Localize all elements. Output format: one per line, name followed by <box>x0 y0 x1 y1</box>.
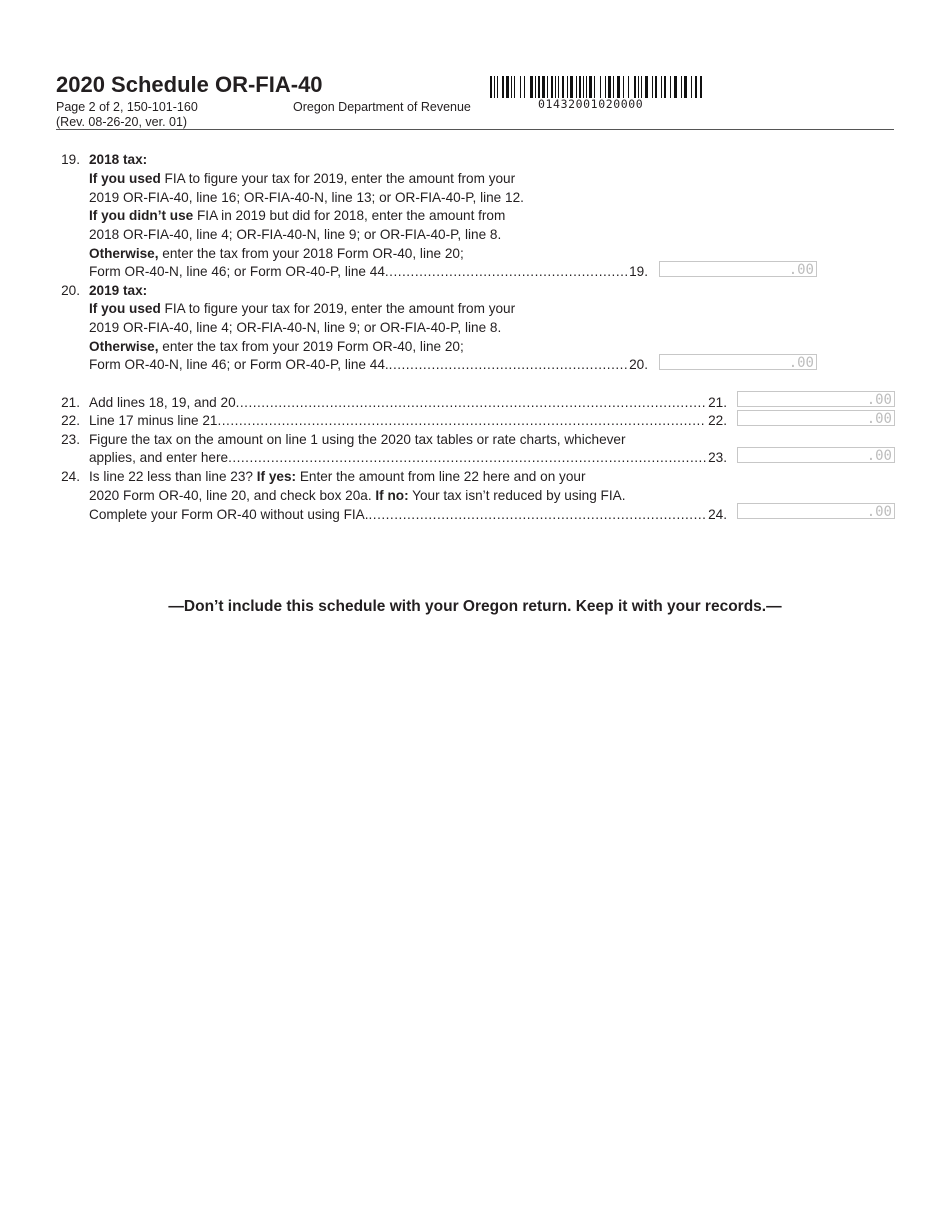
line-21-amount-field[interactable]: .00 <box>737 391 895 407</box>
revision-info: (Rev. 08-26-20, ver. 01) <box>56 115 188 129</box>
line-20-instruction-a: If you used FIA to figure your tax for 2019, enter the amount from your <box>89 301 516 316</box>
line-20-number: 20. <box>61 283 80 298</box>
line-22-number: 22. <box>61 413 80 428</box>
line-20-instruction-a2: 2019 OR-FIA-40, line 4; OR-FIA-40-N, line 9; or OR-FIA-40-P, line 8. <box>89 320 502 335</box>
header-divider <box>56 129 894 130</box>
line-19-instruction-a: If you used FIA to figure your tax for 2019, enter the amount from your <box>89 171 516 186</box>
line-19-heading: 2018 tax: <box>89 152 148 167</box>
line-22-text: Line 17 minus line 21 ..... 22. <box>89 413 727 429</box>
barcode-image <box>490 76 702 98</box>
line-23-amount-field[interactable]: .00 <box>737 447 895 463</box>
records-notice: —Don’t include this schedule with your Oregon return. Keep it with your records.— <box>168 598 782 615</box>
line-19-instruction-b2: 2018 OR-FIA-40, line 4; OR-FIA-40-N, line 9; or OR-FIA-40-P, line 8. <box>89 227 502 242</box>
line-19-number: 19. <box>61 152 80 167</box>
line-23-number: 23. <box>61 432 80 447</box>
barcode-number: 01432001020000 <box>538 97 644 111</box>
line-20-instruction-c2: Form OR-40-N, line 46; or Form OR-40-P, line 44. ..... 20. <box>89 357 648 373</box>
line-22-amount-field[interactable]: .00 <box>737 410 895 426</box>
page-info: Page 2 of 2, 150-101-160 <box>56 100 198 114</box>
line-20-amount-field[interactable]: .00 <box>659 354 817 370</box>
line-24-text-2: 2020 Form OR-40, line 20, and check box 20a. If no: Your tax isn’t reduced by using FIA. <box>89 488 626 503</box>
line-21-number: 21. <box>61 395 80 410</box>
line-24-text-1: Is line 22 less than line 23? If yes: Enter the amount from line 22 here and on your <box>89 469 586 484</box>
form-title: 2020 Schedule OR-FIA-40 <box>56 72 323 97</box>
line-20-instruction-c: Otherwise, enter the tax from your 2019 Form OR-40, line 20; <box>89 339 464 354</box>
line-19-instruction-c: Otherwise, enter the tax from your 2018 Form OR-40, line 20; <box>89 246 464 261</box>
department-name: Oregon Department of Revenue <box>293 100 471 114</box>
line-19-amount-field[interactable]: .00 <box>659 261 817 277</box>
line-23-text-2: applies, and enter here ..... 23. <box>89 450 727 466</box>
line-24-amount-field[interactable]: .00 <box>737 503 895 519</box>
line-19-instruction-b: If you didn’t use FIA in 2019 but did for 2018, enter the amount from <box>89 208 506 223</box>
line-23-text-1: Figure the tax on the amount on line 1 using the 2020 tax tables or rate charts, whichever <box>89 432 626 447</box>
line-20-heading: 2019 tax: <box>89 283 148 298</box>
line-19-instruction-a2: 2019 OR-FIA-40, line 16; OR-FIA-40-N, line 13; or OR-FIA-40-P, line 12. <box>89 190 524 205</box>
line-24-number: 24. <box>61 469 80 484</box>
line-24-text-3: Complete your Form OR-40 without using FIA. ..... 24. <box>89 507 727 523</box>
line-21-text: Add lines 18, 19, and 20 ..... 21. <box>89 395 727 411</box>
line-19-instruction-c2: Form OR-40-N, line 46; or Form OR-40-P, line 44 ..... 19. <box>89 264 648 280</box>
